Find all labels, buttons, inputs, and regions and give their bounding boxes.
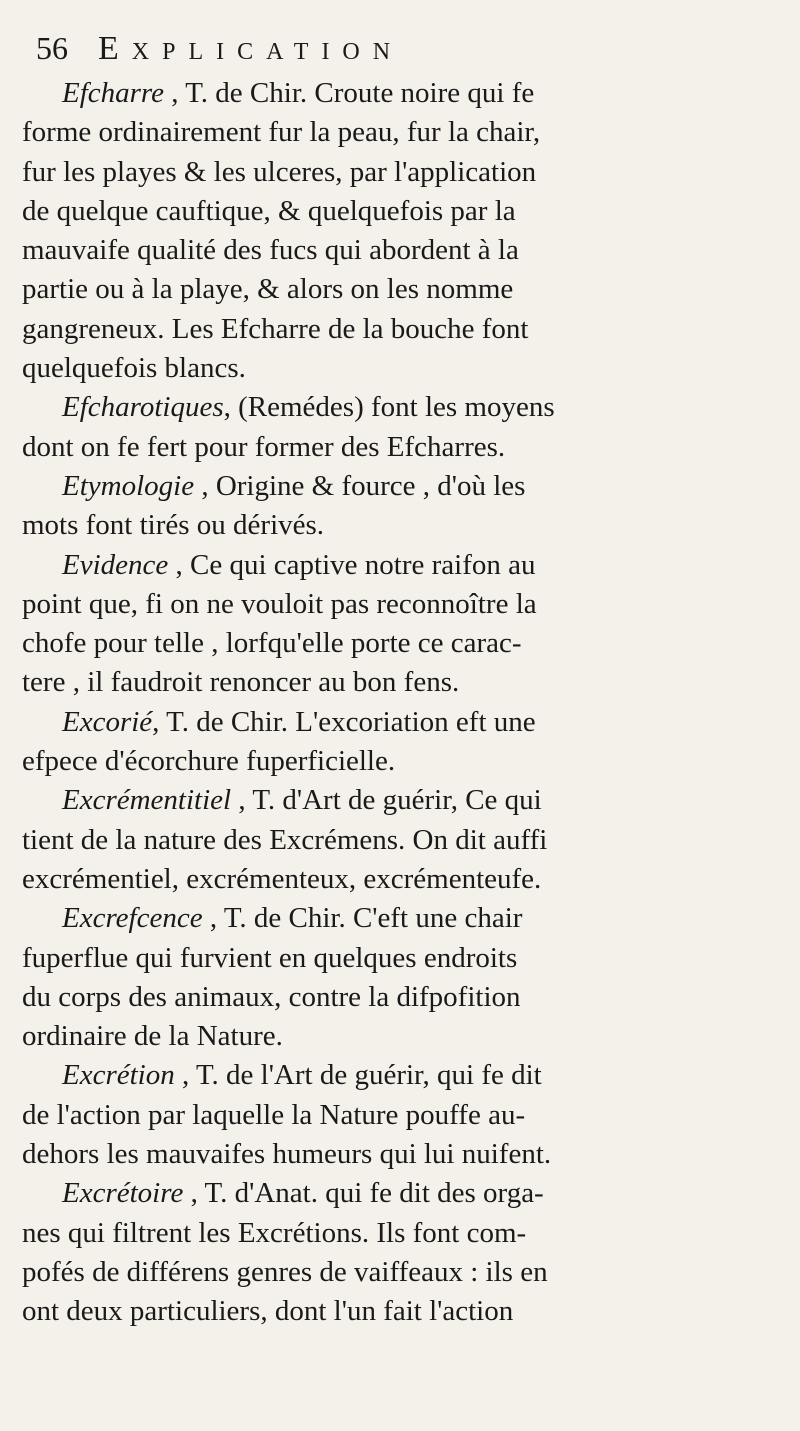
entry-text: , Origine & fource , d'où les xyxy=(194,469,526,502)
entry-line xyxy=(22,192,782,231)
entry-text: dont on fe fert pour former des Efcharres. xyxy=(22,430,506,463)
entry-text: mauvaife qualité des fucs qui abordent à la xyxy=(22,234,519,267)
entry-line xyxy=(22,939,782,978)
entry-headword: Etymologie xyxy=(62,469,195,502)
entry-line xyxy=(22,153,782,192)
dictionary-entry xyxy=(22,1056,782,1174)
dictionary-entry xyxy=(22,781,782,899)
entry-line xyxy=(22,428,782,467)
entry-line xyxy=(22,1174,782,1213)
entry-line xyxy=(22,1292,782,1331)
entry-text: du corps des animaux, contre la difpofition xyxy=(22,980,521,1013)
dictionary-entry xyxy=(22,74,782,388)
entry-headword: Excrémentitiel xyxy=(62,784,232,817)
entry-line xyxy=(22,506,782,545)
running-head: Explication xyxy=(98,30,404,67)
entry-text: pofés de différens genres de vaiffeaux : ils en xyxy=(22,1255,548,1288)
entry-line xyxy=(22,1135,782,1174)
entry-text: excrémentiel, excrémenteux, excrémenteufe. xyxy=(22,862,542,895)
entry-line xyxy=(22,899,782,938)
entry-line xyxy=(22,703,782,742)
entry-line xyxy=(22,349,782,388)
dictionary-entry xyxy=(22,899,782,1056)
entry-text: forme ordinairement fur la peau, fur la chair, xyxy=(22,116,541,149)
entry-text: ont deux particuliers, dont l'un fait l'action xyxy=(22,1295,514,1328)
entry-text: , Ce qui captive notre raifon au xyxy=(168,548,536,581)
entry-line xyxy=(22,310,782,349)
dictionary-entry xyxy=(22,1174,782,1331)
entry-line xyxy=(22,624,782,663)
dictionary-entry xyxy=(22,388,782,467)
entry-text: , T. de l'Art de guérir, qui fe dit xyxy=(174,1059,542,1092)
dictionary-entries xyxy=(22,74,782,1332)
entry-text: chofe pour telle , lorfqu'elle porte ce carac- xyxy=(22,627,522,660)
dictionary-entry xyxy=(22,703,782,782)
entry-line xyxy=(22,860,782,899)
entry-headword: Excrefcence xyxy=(62,902,203,935)
entry-line xyxy=(22,663,782,702)
entry-text: quelquefois blancs. xyxy=(22,352,246,385)
entry-text: , T. de Chir. Croute noire qui fe xyxy=(164,77,535,109)
entry-line xyxy=(22,1017,782,1056)
entry-text: de l'action par laquelle la Nature pouffe au- xyxy=(22,1098,526,1131)
dictionary-entry xyxy=(22,467,782,546)
entry-text: , T. de Chir. L'excoriation eft une xyxy=(152,705,536,738)
entry-text: de quelque cauftique, & quelquefois par la xyxy=(22,194,516,227)
entry-text: tere , il faudroit renoncer au bon fens. xyxy=(22,666,460,699)
entry-headword: Excorié xyxy=(62,705,153,738)
page-number: 56 xyxy=(36,30,68,66)
entry-line xyxy=(22,467,782,506)
entry-line xyxy=(22,74,782,113)
entry-text: , (Remédes) font les moyens xyxy=(223,391,555,424)
entry-headword: Excrétoire xyxy=(62,1177,184,1210)
entry-text: nes qui filtrent les Excrétions. Ils font com- xyxy=(22,1216,527,1249)
entry-line xyxy=(22,113,782,152)
entry-headword: Efcharotiques xyxy=(62,391,224,424)
entry-text: partie ou à la playe, & alors on les nomme xyxy=(22,273,514,306)
entry-text: efpece d'écorchure fuperficielle. xyxy=(22,745,396,778)
entry-line xyxy=(22,1253,782,1292)
entry-line xyxy=(22,1056,782,1095)
entry-text: tient de la nature des Excrémens. On dit auffi xyxy=(22,823,548,856)
entry-text: gangreneux. Les Efcharre de la bouche font xyxy=(22,312,529,345)
entry-headword: Evidence xyxy=(62,548,169,581)
entry-line xyxy=(22,742,782,781)
entry-line xyxy=(22,388,782,427)
entry-headword: Efcharre xyxy=(62,77,165,109)
entry-line xyxy=(22,1096,782,1135)
entry-text: fuperflue qui furvient en quelques endroits xyxy=(22,941,518,974)
entry-line xyxy=(22,1214,782,1253)
entry-line xyxy=(22,978,782,1017)
entry-line xyxy=(22,821,782,860)
entry-text: mots font tirés ou dérivés. xyxy=(22,509,325,542)
entry-text: fur les playes & les ulceres, par l'application xyxy=(22,155,537,188)
entry-text: point que, fi on ne vouloit pas reconnoître la xyxy=(22,587,537,620)
page-header xyxy=(22,30,782,74)
entry-line xyxy=(22,270,782,309)
entry-line xyxy=(22,781,782,820)
entry-headword: Excrétion xyxy=(62,1059,175,1092)
entry-text: ordinaire de la Nature. xyxy=(22,1020,283,1053)
entry-line xyxy=(22,231,782,270)
entry-line xyxy=(22,585,782,624)
entry-line xyxy=(22,546,782,585)
dictionary-entry xyxy=(22,546,782,703)
entry-text: , T. d'Anat. qui fe dit des orga- xyxy=(183,1177,544,1210)
entry-text: dehors les mauvaifes humeurs qui lui nuifent. xyxy=(22,1138,552,1171)
entry-text: , T. d'Art de guérir, Ce qui xyxy=(231,784,542,817)
entry-text: , T. de Chir. C'eft une chair xyxy=(202,902,523,935)
